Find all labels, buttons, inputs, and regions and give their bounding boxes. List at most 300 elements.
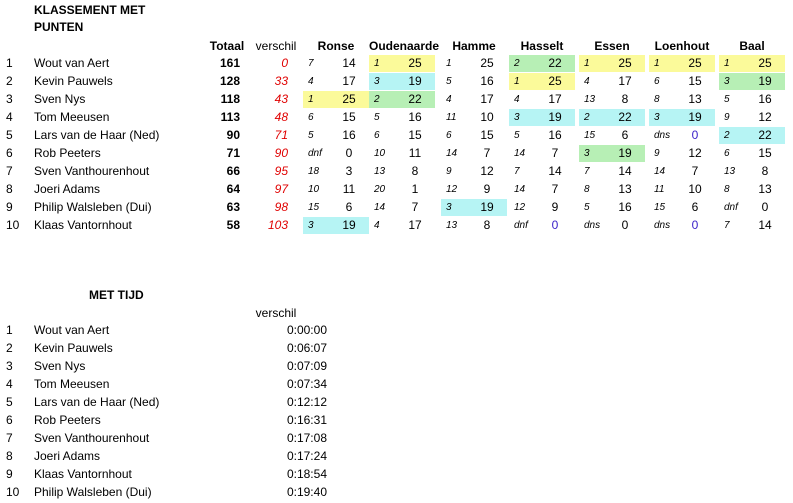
rank-cell: 9 — [6, 467, 13, 481]
race-position: 10 — [374, 148, 386, 159]
race-position: 3 — [374, 76, 380, 87]
rank-cell: 4 — [6, 110, 13, 124]
race-points: 10 — [480, 110, 494, 124]
rank-cell: 2 — [6, 74, 13, 88]
rider-name: Klaas Vantornhout — [34, 218, 132, 232]
points-difference: 90 — [274, 146, 288, 160]
race-points: 25 — [758, 56, 772, 70]
race-points: 25 — [408, 56, 422, 70]
race-points: 16 — [758, 92, 772, 106]
rank-cell: 3 — [6, 359, 13, 373]
race-position: 12 — [514, 202, 526, 213]
race-result — [579, 145, 645, 162]
race-position: 4 — [584, 76, 590, 87]
race-position: 3 — [446, 202, 452, 213]
race-points: 3 — [345, 164, 353, 178]
race-position: 6 — [374, 130, 380, 141]
race-result — [649, 55, 715, 72]
race-result — [303, 91, 369, 108]
race-result — [369, 217, 435, 234]
race-position: 8 — [584, 184, 590, 195]
rider-name: Rob Peeters — [34, 146, 101, 160]
race-position: 14 — [374, 202, 386, 213]
race-result — [509, 55, 575, 72]
points-difference: 48 — [274, 110, 288, 124]
race-points: 19 — [342, 218, 356, 232]
race-result — [303, 73, 369, 90]
points-difference: 103 — [267, 218, 288, 232]
time-difference: 0:06:07 — [286, 341, 327, 355]
race-position: 2 — [514, 58, 520, 69]
race-result — [509, 217, 575, 234]
race-position: dnf — [308, 148, 322, 159]
race-points: 7 — [411, 200, 419, 214]
race-position: 7 — [308, 58, 314, 69]
race-points: 25 — [618, 56, 632, 70]
race-position: 4 — [446, 94, 452, 105]
race-points: 8 — [761, 164, 769, 178]
total-points: 71 — [226, 146, 240, 160]
race-points: 10 — [688, 182, 702, 196]
race-points: 0 — [691, 218, 699, 232]
race-result — [719, 217, 785, 234]
race-position: 8 — [654, 94, 660, 105]
rank-cell: 5 — [6, 395, 13, 409]
race-position: 13 — [446, 220, 458, 231]
race-points: 14 — [342, 56, 356, 70]
race-result — [579, 55, 645, 72]
race-points: 9 — [483, 182, 491, 196]
race-result — [369, 163, 435, 180]
race-points: 19 — [480, 200, 494, 214]
race-result — [303, 145, 369, 162]
race-result — [579, 163, 645, 180]
rank-cell: 1 — [6, 56, 13, 70]
classement-punten-title: KLASSEMENT MET PUNTEN — [34, 3, 146, 34]
rank-cell: 7 — [6, 431, 13, 445]
race-points: 16 — [548, 128, 562, 142]
race-position: 9 — [654, 148, 660, 159]
rider-name: Sven Nys — [34, 359, 86, 373]
race-points: 0 — [345, 146, 353, 160]
race-position: dnf — [514, 220, 528, 231]
race-points: 0 — [621, 218, 629, 232]
race-position: 6 — [446, 130, 452, 141]
header-race: Loenhout — [654, 39, 710, 53]
race-points: 1 — [411, 182, 419, 196]
race-result — [441, 181, 507, 198]
rank-cell: 4 — [6, 377, 13, 391]
race-result — [579, 91, 645, 108]
race-result — [579, 73, 645, 90]
race-position: 5 — [374, 112, 380, 123]
total-points: 90 — [226, 128, 240, 142]
rider-name: Rob Peeters — [34, 413, 101, 427]
time-difference: 0:12:12 — [286, 395, 327, 409]
race-position: 9 — [724, 112, 730, 123]
table-row — [0, 144, 793, 162]
race-result — [649, 181, 715, 198]
points-difference: 71 — [274, 128, 288, 142]
race-points: 17 — [408, 218, 422, 232]
race-result — [509, 127, 575, 144]
race-points: 6 — [691, 200, 699, 214]
race-points: 9 — [551, 200, 559, 214]
table-row — [0, 216, 793, 234]
time-difference: 0:00:00 — [286, 323, 327, 337]
race-points: 22 — [408, 92, 422, 106]
total-points: 161 — [219, 56, 240, 70]
race-points: 7 — [551, 182, 559, 196]
race-points: 15 — [342, 110, 356, 124]
race-position: 11 — [446, 112, 457, 123]
header-race: Ronse — [317, 39, 355, 53]
time-difference: 0:18:54 — [286, 467, 327, 481]
rank-cell: 6 — [6, 413, 13, 427]
race-result — [369, 109, 435, 126]
race-result — [649, 127, 715, 144]
race-points: 11 — [342, 182, 356, 196]
race-points: 25 — [548, 74, 562, 88]
race-position: 1 — [308, 94, 314, 105]
race-result — [649, 199, 715, 216]
rank-cell: 5 — [6, 128, 13, 142]
table-row — [0, 54, 793, 72]
total-points: 113 — [220, 110, 240, 124]
race-result — [579, 127, 645, 144]
race-points: 15 — [758, 146, 772, 160]
race-points: 19 — [548, 110, 562, 124]
race-result — [509, 199, 575, 216]
rank-cell: 2 — [6, 341, 13, 355]
table-row — [0, 411, 400, 429]
rider-name: Kevin Pauwels — [34, 74, 113, 88]
race-points: 19 — [758, 74, 772, 88]
race-position: 11 — [654, 184, 665, 195]
race-points: 0 — [691, 128, 699, 142]
race-position: 15 — [308, 202, 320, 213]
race-points: 25 — [480, 56, 494, 70]
race-position: 4 — [374, 220, 380, 231]
points-difference: 0 — [281, 56, 288, 70]
race-result — [649, 163, 715, 180]
race-points: 15 — [480, 128, 494, 142]
race-position: 1 — [446, 58, 452, 69]
rider-name: Lars van de Haar (Ned) — [34, 395, 160, 409]
race-points: 6 — [621, 128, 629, 142]
race-result — [441, 91, 507, 108]
race-points: 16 — [408, 110, 422, 124]
table-row — [0, 465, 400, 483]
table-row — [0, 90, 793, 108]
race-points: 7 — [551, 146, 559, 160]
race-position: 13 — [584, 94, 596, 105]
rider-name: Philip Walsleben (Dui) — [34, 200, 152, 214]
met-tijd-title: MET TIJD — [89, 288, 144, 302]
race-result — [509, 181, 575, 198]
rider-name: Kevin Pauwels — [34, 341, 113, 355]
race-points: 8 — [483, 218, 491, 232]
race-points: 19 — [618, 146, 632, 160]
table-row — [0, 321, 400, 339]
rider-name: Joeri Adams — [34, 449, 101, 463]
race-points: 0 — [761, 200, 769, 214]
race-points: 13 — [688, 92, 702, 106]
race-points: 19 — [408, 74, 422, 88]
rider-name: Sven Vanthourenhout — [34, 431, 150, 445]
rank-cell: 6 — [6, 146, 13, 160]
race-result — [649, 73, 715, 90]
race-points: 14 — [758, 218, 772, 232]
points-difference: 43 — [274, 92, 288, 106]
race-position: dnf — [724, 202, 738, 213]
race-result — [303, 181, 369, 198]
race-result — [649, 217, 715, 234]
race-result — [509, 73, 575, 90]
table-row — [0, 447, 400, 465]
rider-name: Sven Nys — [34, 92, 86, 106]
race-result — [303, 217, 369, 234]
race-position: 18 — [308, 166, 320, 177]
race-position: 3 — [514, 112, 520, 123]
race-points: 25 — [342, 92, 356, 106]
race-points: 15 — [688, 74, 702, 88]
race-position: 14 — [514, 184, 526, 195]
race-result — [579, 109, 645, 126]
race-position: 15 — [654, 202, 666, 213]
points-difference: 95 — [274, 164, 288, 178]
race-points: 16 — [342, 128, 356, 142]
race-result — [369, 91, 435, 108]
race-result — [369, 73, 435, 90]
race-position: 5 — [308, 130, 314, 141]
race-result — [719, 73, 785, 90]
race-position: dns — [654, 220, 671, 231]
race-result — [719, 91, 785, 108]
race-position: 6 — [654, 76, 660, 87]
race-points: 22 — [618, 110, 632, 124]
race-result — [303, 127, 369, 144]
race-position: 7 — [584, 166, 590, 177]
table-row — [0, 180, 793, 198]
race-points: 17 — [618, 74, 632, 88]
race-result — [719, 109, 785, 126]
table-row — [0, 72, 793, 90]
race-points: 14 — [618, 164, 632, 178]
header-race: Oudenaarde — [369, 39, 440, 53]
race-result — [441, 55, 507, 72]
race-points: 8 — [621, 92, 629, 106]
race-result — [369, 127, 435, 144]
race-points: 7 — [483, 146, 491, 160]
time-difference: 0:17:24 — [286, 449, 327, 463]
race-points: 7 — [691, 164, 699, 178]
race-points: 17 — [342, 74, 356, 88]
race-position: 9 — [446, 166, 452, 177]
race-result — [303, 163, 369, 180]
race-result — [441, 127, 507, 144]
race-position: 1 — [374, 58, 380, 69]
race-result — [649, 109, 715, 126]
rider-name: Klaas Vantornhout — [34, 467, 132, 481]
time-difference: 0:16:31 — [286, 413, 327, 427]
race-points: 19 — [688, 110, 702, 124]
total-points: 58 — [226, 218, 240, 232]
rider-name: Sven Vanthourenhout — [34, 164, 150, 178]
header-race: Hamme — [452, 39, 496, 53]
total-points: 66 — [226, 164, 240, 178]
rider-name: Wout van Aert — [34, 323, 110, 337]
race-position: 12 — [446, 184, 458, 195]
race-result — [719, 55, 785, 72]
race-result — [441, 199, 507, 216]
race-points: 16 — [618, 200, 632, 214]
race-result — [303, 55, 369, 72]
race-result — [303, 109, 369, 126]
points-difference: 97 — [274, 182, 288, 196]
race-points: 11 — [408, 146, 422, 160]
race-result — [509, 145, 575, 162]
total-points: 64 — [226, 182, 240, 196]
race-position: 10 — [308, 184, 320, 195]
race-position: 2 — [724, 130, 730, 141]
race-position: 1 — [584, 58, 590, 69]
race-result — [649, 145, 715, 162]
rank-cell: 7 — [6, 164, 13, 178]
race-points: 15 — [408, 128, 422, 142]
header-race: Baal — [739, 39, 765, 53]
race-position: 13 — [374, 166, 386, 177]
race-position: 14 — [446, 148, 458, 159]
race-points: 8 — [411, 164, 419, 178]
race-position: 1 — [724, 58, 730, 69]
time-difference: 0:07:34 — [286, 377, 327, 391]
rider-name: Philip Walsleben (Dui) — [34, 485, 152, 499]
time-difference: 0:19:40 — [286, 485, 327, 499]
race-points: 6 — [345, 200, 353, 214]
race-points: 13 — [758, 182, 772, 196]
table-row — [0, 339, 400, 357]
race-result — [369, 55, 435, 72]
tijd-header-verschil: verschil — [255, 306, 297, 320]
race-result — [441, 109, 507, 126]
race-position: 1 — [514, 76, 520, 87]
rider-name: Wout van Aert — [34, 56, 110, 70]
race-result — [509, 91, 575, 108]
race-position: 3 — [584, 148, 590, 159]
header-race: Hasselt — [520, 39, 564, 53]
race-result — [649, 91, 715, 108]
race-points: 22 — [548, 56, 562, 70]
race-position: 5 — [514, 130, 520, 141]
race-position: 5 — [446, 76, 452, 87]
race-points: 25 — [688, 56, 702, 70]
race-position: 7 — [514, 166, 520, 177]
race-position: 7 — [724, 220, 730, 231]
race-position: 2 — [584, 112, 590, 123]
rank-cell: 1 — [6, 323, 13, 337]
race-points: 12 — [480, 164, 494, 178]
table-row — [0, 375, 400, 393]
race-result — [719, 127, 785, 144]
race-result — [441, 145, 507, 162]
race-position: 4 — [514, 94, 520, 105]
race-points: 16 — [480, 74, 494, 88]
race-result — [509, 109, 575, 126]
race-position: 3 — [308, 220, 314, 231]
table-row — [0, 108, 793, 126]
header-totaal: Totaal — [209, 39, 245, 53]
total-points: 63 — [226, 200, 240, 214]
race-position: 5 — [724, 94, 730, 105]
race-position: 1 — [654, 58, 660, 69]
race-result — [303, 199, 369, 216]
table-row — [0, 393, 400, 411]
race-position: 5 — [584, 202, 590, 213]
time-difference: 0:07:09 — [286, 359, 327, 373]
race-position: 2 — [374, 94, 380, 105]
race-position: dns — [584, 220, 601, 231]
race-points: 17 — [548, 92, 562, 106]
total-points: 128 — [219, 74, 240, 88]
race-result — [441, 73, 507, 90]
rank-cell: 10 — [6, 218, 20, 232]
time-difference: 0:17:08 — [286, 431, 327, 445]
rider-name: Lars van de Haar (Ned) — [34, 128, 160, 142]
race-result — [369, 199, 435, 216]
race-points: 12 — [758, 110, 772, 124]
rank-cell: 8 — [6, 449, 13, 463]
table-row — [0, 357, 400, 375]
total-points: 118 — [220, 92, 240, 106]
race-result — [579, 217, 645, 234]
race-points: 13 — [618, 182, 632, 196]
race-result — [509, 163, 575, 180]
race-position: 14 — [654, 166, 666, 177]
race-position: 3 — [724, 76, 730, 87]
race-position: 20 — [374, 184, 386, 195]
race-position: 3 — [654, 112, 660, 123]
table-row — [0, 126, 793, 144]
table-row — [0, 429, 400, 447]
race-position: 8 — [724, 184, 730, 195]
rank-cell: 8 — [6, 182, 13, 196]
race-result — [441, 217, 507, 234]
table-row — [0, 162, 793, 180]
race-points: 12 — [688, 146, 702, 160]
race-position: 4 — [308, 76, 314, 87]
race-points: 22 — [758, 128, 772, 142]
race-result — [719, 145, 785, 162]
points-difference: 33 — [274, 74, 288, 88]
race-points: 14 — [548, 164, 562, 178]
race-result — [719, 163, 785, 180]
rider-name: Joeri Adams — [34, 182, 101, 196]
rank-cell: 3 — [6, 92, 13, 106]
race-position: 6 — [308, 112, 314, 123]
rider-name: Tom Meeusen — [34, 377, 110, 391]
rider-name: Tom Meeusen — [34, 110, 110, 124]
race-points: 17 — [480, 92, 494, 106]
race-position: 15 — [584, 130, 596, 141]
header-verschil: verschil — [255, 39, 297, 53]
race-result — [719, 199, 785, 216]
race-position: 6 — [724, 148, 730, 159]
race-result — [369, 145, 435, 162]
table-row — [0, 483, 400, 501]
table-row — [0, 198, 793, 216]
race-result — [579, 199, 645, 216]
